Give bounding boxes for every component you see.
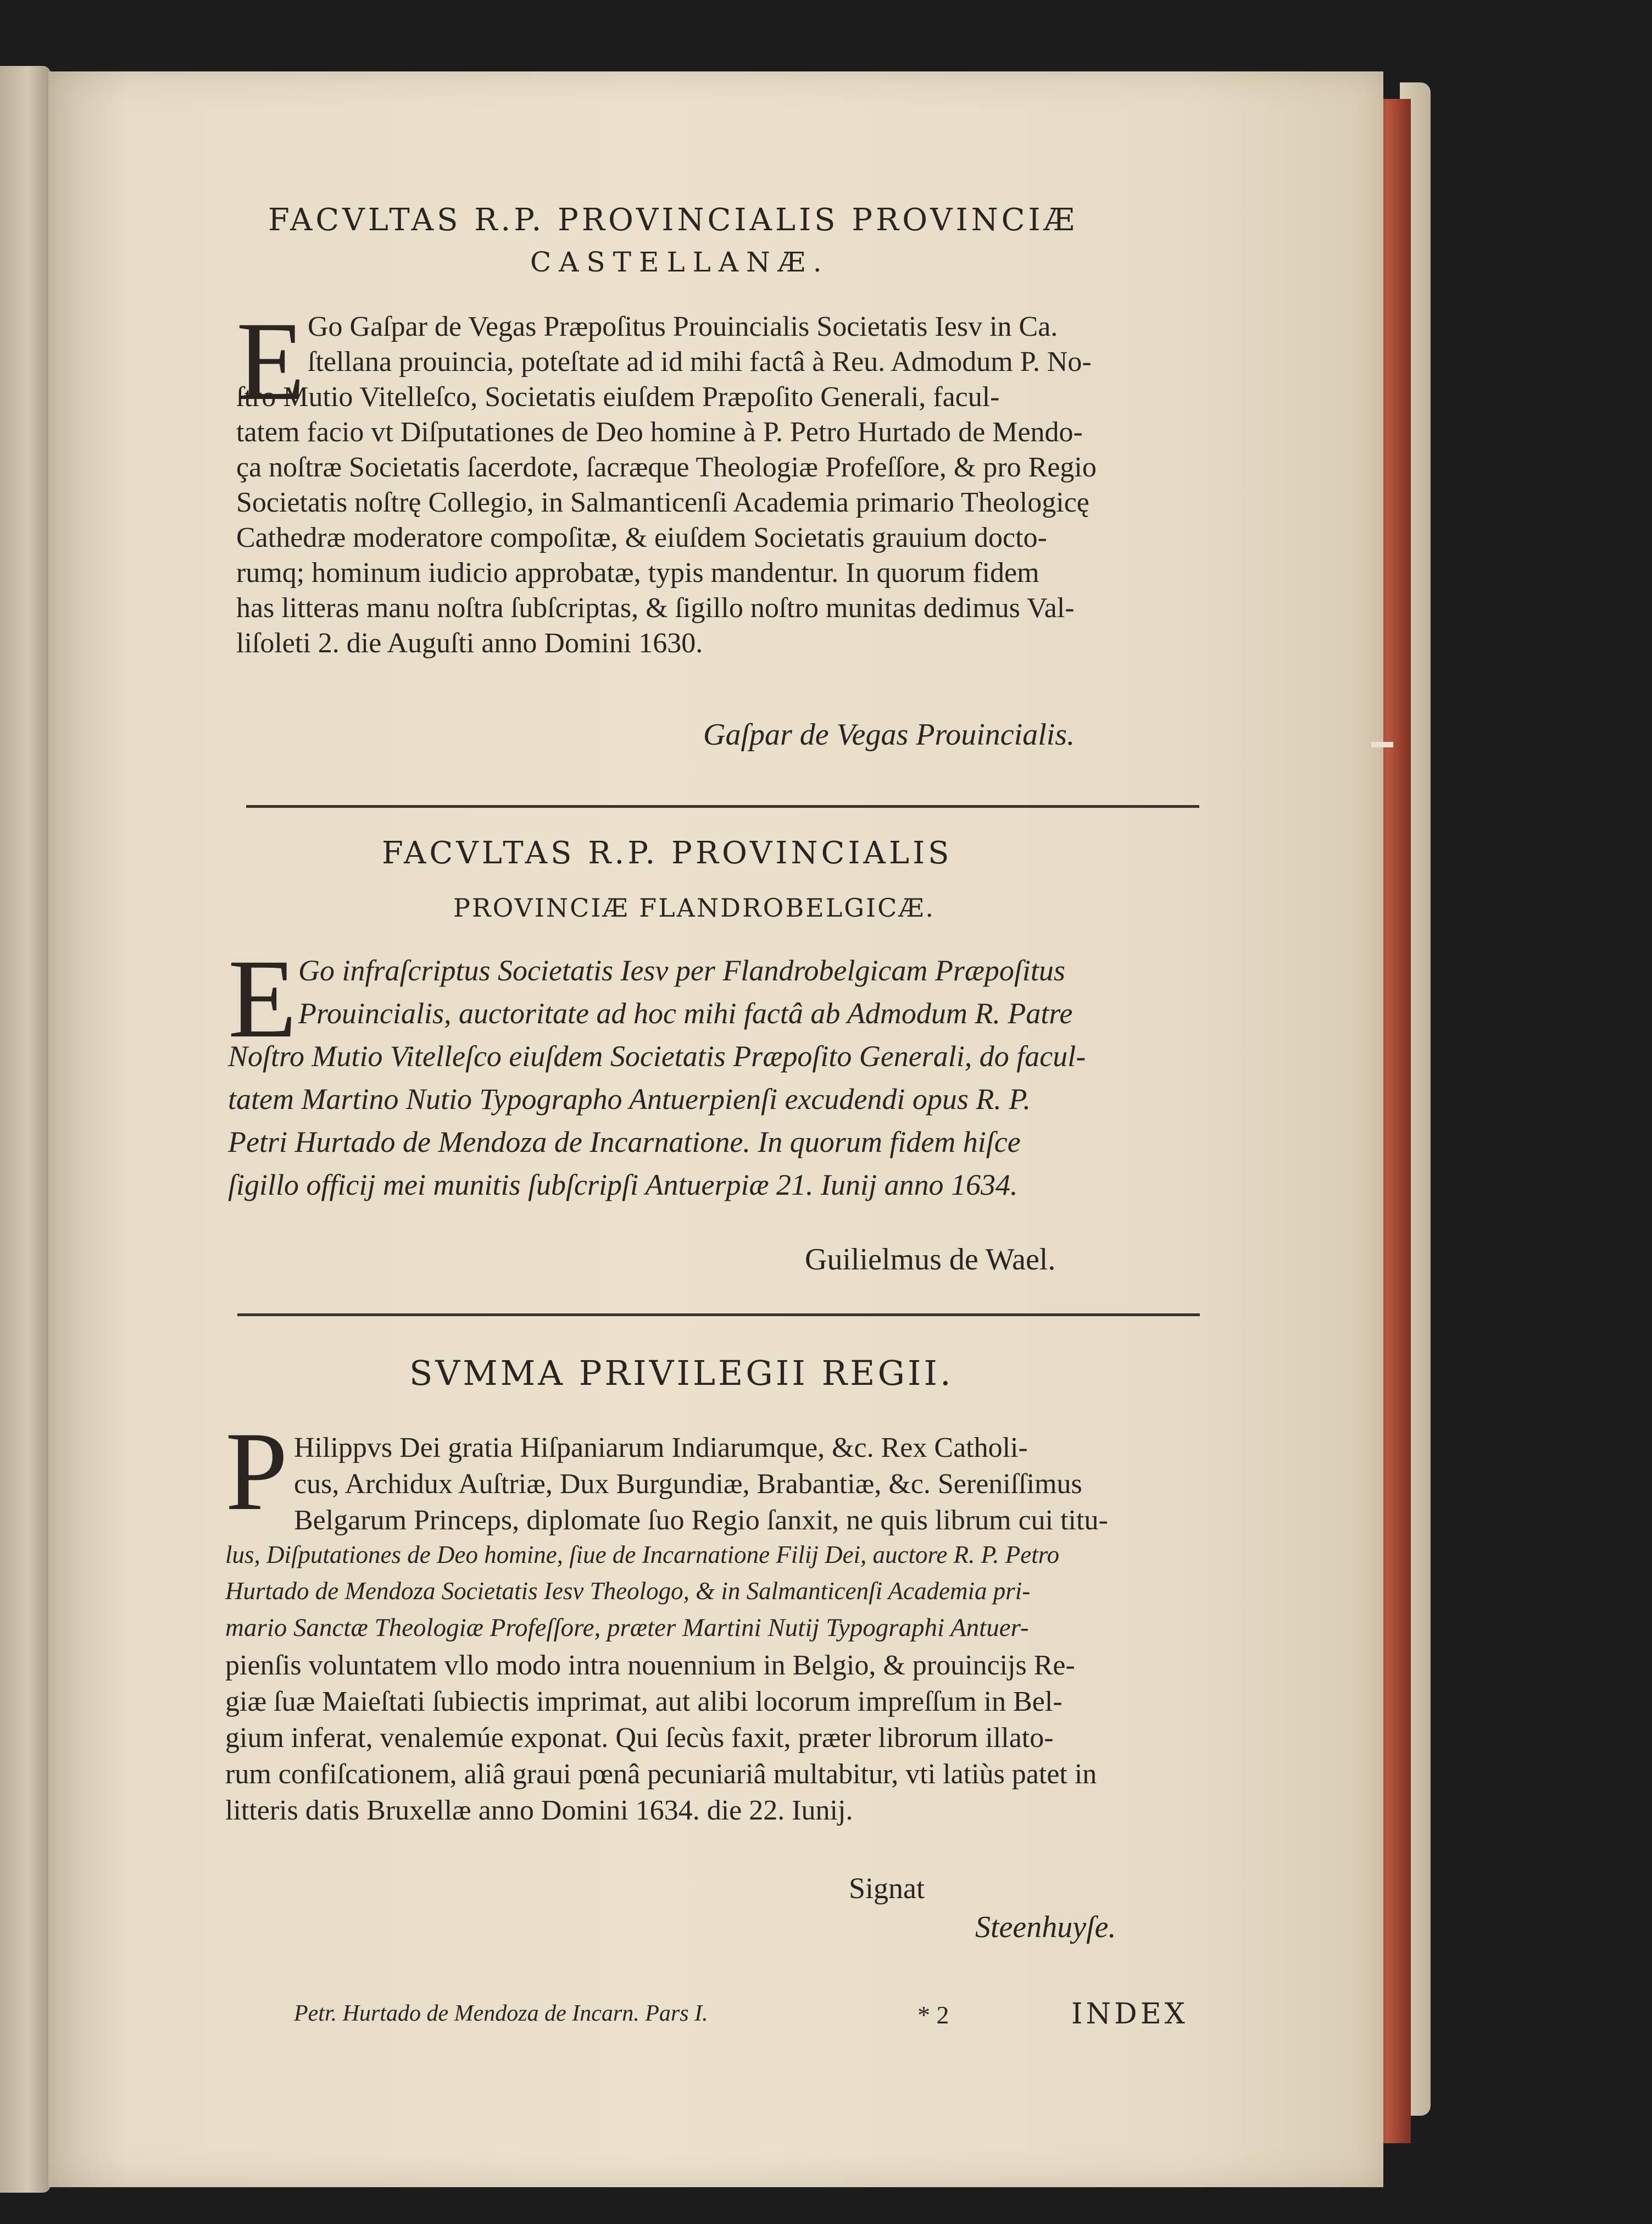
section1-dropcap: E — [236, 299, 305, 424]
section2-line: Noſtro Mutio Vitelleſco eiuſdem Societatis Præpoſito Generali, do facul- — [228, 1040, 1086, 1073]
footer-catchline: Petr. Hurtado de Mendoza de Incarn. Pars I. — [294, 2001, 708, 2026]
section1-line: ſtro Mutio Vitelleſco, Societatis eiuſdem Præpoſito Generali, facul- — [236, 381, 1000, 413]
section3-signat: Signat — [849, 1872, 925, 1905]
section1-heading-line1: FACVLTAS R.P. PROVINCIALIS PROVINCIÆ — [268, 202, 1078, 238]
section1-signature: Gaſpar de Vegas Prouincialis. — [703, 718, 1075, 752]
section2-line: tatem Martino Nutio Typographo Antuerpienſi excudendi opus R. P. — [228, 1083, 1031, 1116]
section2-dropcap: E — [228, 936, 297, 1061]
section1-line: ça noſtræ Societatis ſacerdote, ſacræque Theologiæ Profeſſore, & pro Regio — [236, 452, 1097, 483]
section3-line: litteris datis Bruxellæ anno Domini 1634. die 22. Iunij. — [225, 1795, 853, 1826]
section3-signature: Steenhuyſe. — [975, 1910, 1116, 1944]
signature-mark: * 2 — [917, 2001, 949, 2029]
section3-line: pienſis voluntatem vllo modo intra nouennium in Belgio, & prouincijs Re- — [225, 1650, 1075, 1681]
section2-line: Go infraſcriptus Societatis Iesv per Flandrobelgicam Præpoſitus — [298, 954, 1065, 987]
section3-line: mario Sanctæ Theologiæ Profeſſore, præter Martini Nutij Typographi Antuer- — [225, 1613, 1029, 1642]
section3-line: gium inferat, venalemúe exponat. Qui ſecùs faxit, præter librorum illato- — [225, 1722, 1054, 1754]
section2-heading-line1: FACVLTAS R.P. PROVINCIALIS — [382, 835, 953, 871]
left-page-edge — [0, 66, 51, 2193]
section3-heading: SVMMA PRIVILEGII REGII. — [409, 1353, 954, 1393]
section-divider — [246, 805, 1199, 808]
section1-line: rumq; hominum iudicio approbatæ, typis mandentur. In quorum fidem — [236, 557, 1039, 589]
section3-dropcap: P — [225, 1409, 288, 1534]
section1-line: Societatis noſtrę Collegio, in Salmanticenſi Academia primario Theologicę — [236, 487, 1089, 518]
catchword: INDEX — [1071, 1998, 1188, 2031]
section3-line: Hurtado de Mendoza Societatis Iesv Theologo, & in Salmanticenſi Academia pri- — [225, 1577, 1031, 1605]
section1-line: has litteras manu noſtra ſubſcriptas, & ſigillo noſtro munitas dedimus Val- — [236, 592, 1075, 624]
section3-line: cus, Archidux Auſtriæ, Dux Burgundiæ, Brabantiæ, &c. Sereniſſimus — [294, 1468, 1082, 1500]
section2-line: Prouincialis, auctoritate ad hoc mihi factâ ab Admodum R. Patre — [298, 997, 1073, 1030]
section1-line: Go Gaſpar de Vegas Præpoſitus Prouincialis Societatis Iesv in Ca. — [308, 311, 1058, 342]
section1-line: liſoleti 2. die Auguſti anno Domini 1630. — [236, 628, 703, 659]
section2-heading-line2: PROVINCIÆ FLANDROBELGICÆ. — [453, 893, 936, 923]
section3-line: giæ ſuæ Maieſtati ſubiectis imprimat, aut alibi locorum impreſſum in Bel- — [225, 1686, 1063, 1717]
section3-line: rum confiſcationem, aliâ graui pœnâ pecuniariâ multabitur, vti latiùs patet in — [225, 1759, 1097, 1790]
section1-heading-line2: CASTELLANÆ. — [530, 246, 830, 278]
section1-line: ſtellana prouincia, poteſtate ad id mihi factâ à Reu. Admodum P. No- — [308, 346, 1092, 378]
section2-signature: Guilielmus de Wael. — [805, 1243, 1056, 1277]
section3-line: Hilippvs Dei gratia Hiſpaniarum Indiarumque, &c. Rex Catholi- — [294, 1432, 1028, 1463]
section3-line: Belgarum Princeps, diplomate ſuo Regio ſanxit, ne quis librum cui titu- — [294, 1505, 1108, 1536]
page-marker — [1371, 742, 1393, 747]
section2-line: Petri Hurtado de Mendoza de Incarnatione. In quorum fidem hiſce — [228, 1125, 1021, 1158]
section1-line: Cathedræ moderatore compoſitæ, & eiuſdem Societatis grauium docto- — [236, 522, 1047, 553]
section1-line: tatem facio vt Diſputationes de Deo homine à P. Petro Hurtado de Mendo- — [236, 417, 1083, 448]
section-divider — [237, 1313, 1200, 1316]
section2-line: ſigillo officij mei munitis ſubſcripſi Antuerpiæ 21. Iunij anno 1634. — [228, 1168, 1018, 1201]
section3-line: lus, Diſputationes de Deo homine, ſiue de Incarnatione Filij Dei, auctore R. P. Petro — [225, 1541, 1060, 1568]
